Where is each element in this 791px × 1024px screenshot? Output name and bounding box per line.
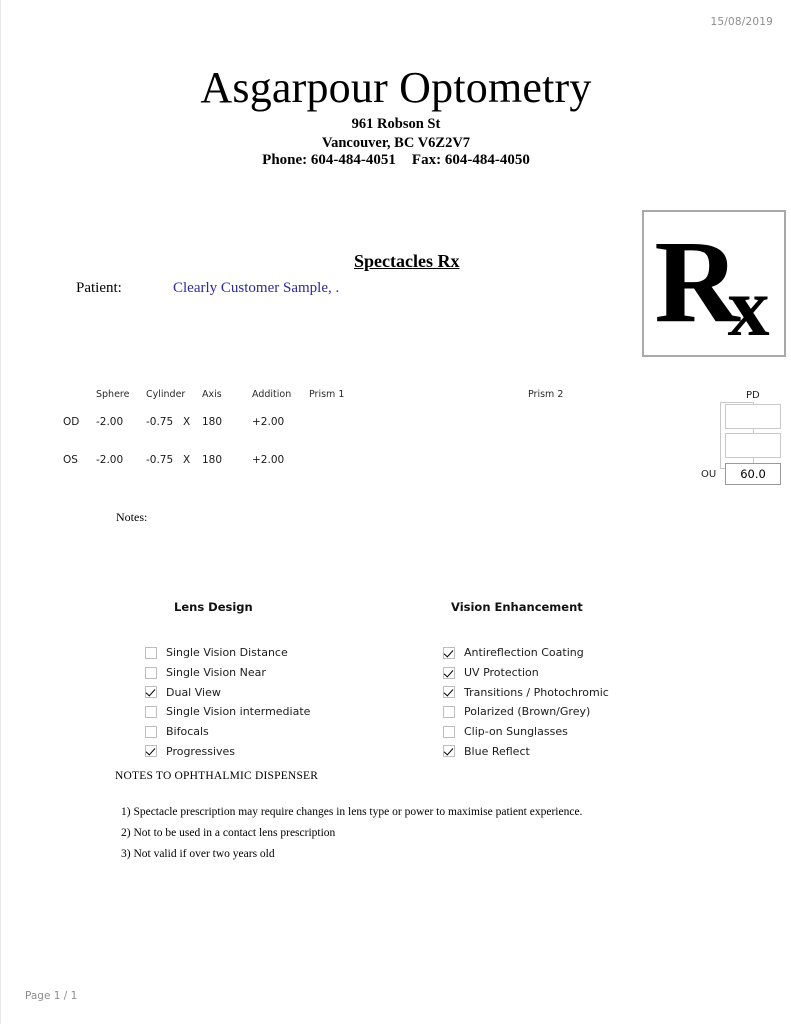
pd-ou-label: OU bbox=[701, 469, 717, 480]
option-polarized[interactable] bbox=[443, 702, 739, 722]
column-header-axis: Axis bbox=[202, 389, 222, 400]
row-od-sphere: -2.00 bbox=[96, 416, 124, 428]
checkbox-unchecked-icon[interactable] bbox=[443, 706, 455, 718]
row-os-cylinder: -0.75 bbox=[146, 454, 174, 466]
page-indicator: Page 1 / 1 bbox=[25, 990, 78, 1002]
lens-design-heading: Lens Design bbox=[174, 600, 253, 614]
rx-symbol-logo bbox=[642, 210, 786, 357]
option-label: Blue Reflect bbox=[464, 744, 530, 758]
column-header-prism2: Prism 2 bbox=[528, 389, 564, 400]
checkbox-checked-icon[interactable] bbox=[145, 745, 157, 757]
clinic-phone: Phone: 604-484-4051 bbox=[262, 152, 396, 168]
option-dual-view[interactable] bbox=[145, 682, 419, 702]
row-os-xmark: X bbox=[183, 454, 191, 466]
pupillary-distance-block bbox=[701, 390, 787, 490]
rx-letter-x: x bbox=[727, 260, 766, 354]
option-label: Clip-on Sunglasses bbox=[464, 725, 568, 739]
dispenser-notes-title: NOTES TO OPHTHALMIC DISPENSER bbox=[115, 770, 319, 782]
notes-label: Notes: bbox=[116, 510, 148, 524]
column-header-addition: Addition bbox=[252, 389, 292, 400]
option-label: Single Vision Distance bbox=[166, 646, 288, 660]
lens-design-section bbox=[119, 600, 419, 761]
option-antireflection-coating[interactable] bbox=[443, 643, 739, 663]
rx-glyph bbox=[654, 215, 773, 354]
checkbox-checked-icon[interactable] bbox=[443, 667, 455, 679]
row-os-sphere: -2.00 bbox=[96, 454, 124, 466]
row-od-addition: +2.00 bbox=[252, 416, 285, 428]
row-os-eye: OS bbox=[63, 454, 78, 466]
checkbox-checked-icon[interactable] bbox=[443, 647, 455, 659]
rx-letter-r: R bbox=[654, 215, 736, 347]
column-header-sphere: Sphere bbox=[96, 389, 130, 400]
option-label: Single Vision intermediate bbox=[166, 705, 311, 719]
dispenser-notes-list bbox=[121, 806, 681, 869]
option-single-vision-distance[interactable] bbox=[145, 643, 419, 663]
option-label: Transitions / Photochromic bbox=[464, 685, 609, 699]
option-label: Dual View bbox=[166, 685, 221, 699]
dispenser-note-item: 3) Not valid if over two years old bbox=[121, 848, 275, 860]
patient-name: Clearly Customer Sample, . bbox=[173, 280, 340, 296]
checkbox-checked-icon[interactable] bbox=[443, 686, 455, 698]
page-title: Spectacles Rx bbox=[354, 251, 460, 271]
clinic-name: Asgarpour Optometry bbox=[200, 63, 592, 112]
option-label: Bifocals bbox=[166, 725, 209, 739]
option-progressives[interactable] bbox=[145, 741, 419, 761]
option-blue-reflect[interactable] bbox=[443, 741, 739, 761]
option-label: UV Protection bbox=[464, 666, 539, 680]
vision-enhancement-section bbox=[439, 600, 739, 761]
clinic-address bbox=[1, 115, 791, 153]
option-label: Progressives bbox=[166, 744, 236, 758]
clinic-fax: Fax: 604-484-4050 bbox=[411, 152, 530, 168]
pd-field-bottom[interactable] bbox=[725, 433, 781, 458]
option-single-vision-near[interactable] bbox=[145, 663, 419, 683]
row-od-cylinder: -0.75 bbox=[146, 416, 174, 428]
dispenser-note-item: 2) Not to be used in a contact lens prescription bbox=[121, 827, 336, 839]
checkbox-unchecked-icon[interactable] bbox=[145, 667, 157, 679]
checkbox-checked-icon[interactable] bbox=[145, 686, 157, 698]
checkbox-unchecked-icon[interactable] bbox=[145, 726, 157, 738]
row-od-eye: OD bbox=[63, 416, 80, 428]
option-bifocals[interactable] bbox=[145, 722, 419, 742]
clinic-address-line1: 961 Robson St bbox=[351, 116, 441, 132]
checkbox-unchecked-icon[interactable] bbox=[145, 706, 157, 718]
column-header-prism1: Prism 1 bbox=[309, 389, 345, 400]
vision-enhancement-heading: Vision Enhancement bbox=[451, 600, 583, 614]
checkbox-checked-icon[interactable] bbox=[443, 745, 455, 757]
option-label: Polarized (Brown/Grey) bbox=[464, 705, 591, 719]
clinic-contact bbox=[1, 152, 791, 169]
column-header-cylinder: Cylinder bbox=[146, 389, 186, 400]
checkbox-unchecked-icon[interactable] bbox=[443, 726, 455, 738]
row-os-axis: 180 bbox=[202, 454, 223, 466]
table-row-od bbox=[63, 416, 663, 443]
pd-ou-field[interactable]: 60.0 bbox=[725, 463, 781, 485]
table-row-os bbox=[63, 454, 663, 481]
row-os-addition: +2.00 bbox=[252, 454, 285, 466]
option-label: Antireflection Coating bbox=[464, 646, 584, 660]
option-uv-protection[interactable] bbox=[443, 663, 739, 683]
option-single-vision-intermediate[interactable] bbox=[145, 702, 419, 722]
patient-label: Patient: bbox=[76, 280, 122, 296]
option-transitions-photochromic[interactable] bbox=[443, 682, 739, 702]
checkbox-unchecked-icon[interactable] bbox=[145, 647, 157, 659]
prescription-table-header bbox=[63, 389, 663, 416]
pd-label: PD bbox=[746, 390, 760, 401]
option-clip-on-sunglasses[interactable] bbox=[443, 722, 739, 742]
prescription-table bbox=[63, 389, 663, 470]
row-od-axis: 180 bbox=[202, 416, 223, 428]
row-od-xmark: X bbox=[183, 416, 191, 428]
clinic-address-line2: Vancouver, BC V6Z2V7 bbox=[321, 135, 471, 151]
option-label: Single Vision Near bbox=[166, 666, 266, 680]
dispenser-note-item: 1) Spectacle prescription may require changes in lens type or power to maximise patient experience. bbox=[121, 806, 583, 818]
pd-field-top[interactable] bbox=[725, 404, 781, 429]
document-date: 15/08/2019 bbox=[710, 16, 773, 28]
